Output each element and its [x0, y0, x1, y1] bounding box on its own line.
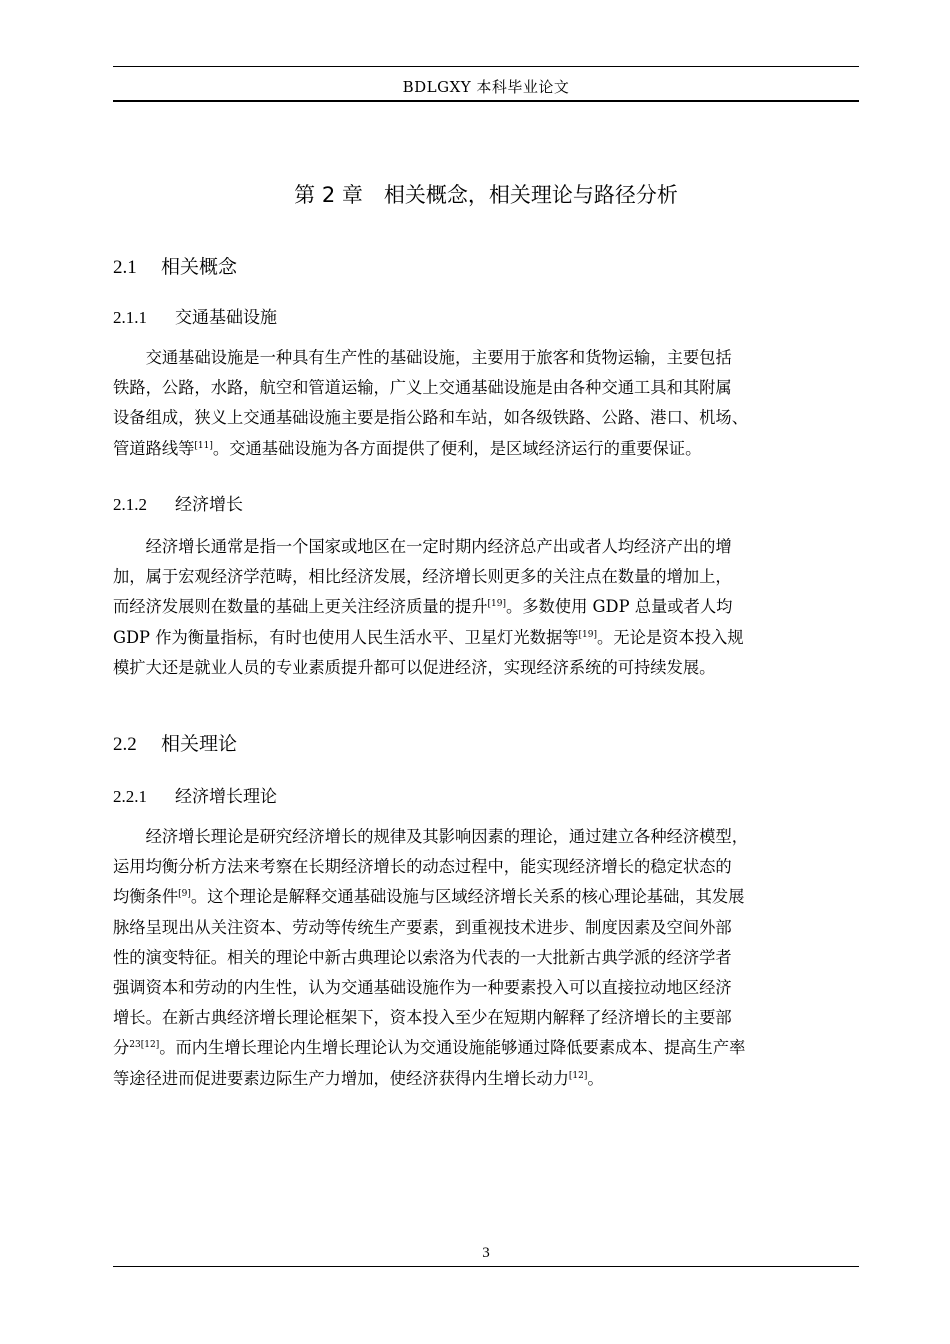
citation: [19]: [578, 629, 597, 640]
text-run: 。这个理论是解释交通基础设施与区域经济增长关系的核心理论基础，其发展: [190, 887, 745, 907]
text-line: [113, 1064, 861, 1094]
text-line: 增长。在新古典经济增长理论框架下，资本投入至少在短期内解释了经济增长的主要部: [113, 1008, 732, 1028]
text-run: GDP 作为衡量指标，有时也使用人民生活水平、卫星灯光数据等: [113, 627, 579, 647]
subsection-heading-2-2-1: [113, 785, 277, 809]
text-line: 性的演变特征。相关的理论中新古典理论以索洛为代表的一大批新古典学派的经济学者: [113, 947, 732, 967]
citation: [19]: [487, 599, 506, 610]
text-run: 。而内生增长理论内生增长理论认为交通设施能够通过降低要素成本、提高生产率: [159, 1038, 746, 1058]
text-line: 经济增长理论是研究经济增长的规律及其影响因素的理论，通过建立各种经济模型，: [145, 827, 749, 846]
header-bottom-rule: [113, 100, 859, 102]
text-line: [113, 592, 861, 622]
text-run: 管道路线等: [113, 438, 195, 458]
running-header: BDLGXY 本科毕业论文: [402, 78, 570, 96]
text-line: 脉络呈现出从关注资本、劳动等传统生产要素，到重视技术进步、制度因素及空间外部: [113, 917, 732, 937]
text-line: 加，属于宏观经济学范畴，相比经济发展，经济增长则更多的关注点在数量的增加上，: [113, 567, 732, 587]
text-run: 。多数使用 GDP 总量或者人均: [505, 597, 733, 617]
text-line: 交通基础设施是一种具有生产性的基础设施，主要用于旅客和货物运输，主要包括: [145, 348, 732, 367]
text-line: 设备组成，狭义上交通基础设施主要是指公路和车站，如各级铁路、公路、港口、机场、: [113, 408, 748, 428]
text-line: [113, 623, 861, 653]
text-run: 。交通基础设施为各方面提供了便利，是区域经济运行的重要保证。: [212, 438, 702, 458]
footer-rule: [113, 1266, 859, 1267]
citation: [12]: [568, 1070, 588, 1081]
section-heading-2-1: [113, 254, 237, 281]
text-line: [113, 882, 861, 912]
paragraph-transport-infrastructure: [113, 343, 861, 464]
section-number: 2.1: [113, 257, 137, 278]
subsection-title: 经济增长: [175, 495, 243, 515]
subsection-heading-2-1-2: [113, 493, 243, 517]
text-line: 运用均衡分析方法来考察在长期经济增长的动态过程中，能实现经济增长的稳定状态的: [113, 857, 732, 877]
text-line: [113, 434, 861, 464]
text-run: 均衡条件: [113, 887, 179, 907]
subsection-number: 2.1.2: [113, 495, 147, 514]
header-top-rule: [113, 66, 859, 67]
citation: [9]: [178, 889, 191, 900]
section-title: 相关概念: [161, 256, 238, 278]
text-run: 等途径进而促进要素边际生产力增加，使经济获得内生增长动力: [113, 1068, 569, 1088]
subsection-title: 经济增长理论: [175, 787, 277, 807]
subsection-number: 2.2.1: [113, 787, 147, 806]
text-line: [113, 1033, 861, 1063]
subsection-heading-2-1-1: [113, 306, 277, 330]
text-line: 强调资本和劳动的内生性，认为交通基础设施作为一种要素投入可以直接拉动地区经济: [113, 978, 732, 998]
citation: [11]: [194, 440, 213, 451]
chapter-title: 第 2 章 相关概念，相关理论与路径分析: [294, 183, 678, 207]
subsection-number: 2.1.1: [113, 308, 147, 327]
section-heading-2-2: [113, 731, 237, 758]
text-run: 分: [113, 1038, 130, 1058]
paragraph-growth-theory: [113, 822, 861, 1094]
text-run: 而经济发展则在数量的基础上更关注经济质量的提升: [113, 597, 488, 617]
section-title: 相关理论: [161, 733, 238, 755]
section-number: 2.2: [113, 734, 137, 755]
text-run: 。无论是资本投入规: [597, 627, 744, 647]
text-run: 。: [587, 1068, 604, 1088]
page-number: 3: [482, 1245, 490, 1261]
text-line: 经济增长通常是指一个国家或地区在一定时期内经济总产出或者人均经济产出的增: [145, 537, 732, 556]
text-line: 模扩大还是就业人员的专业素质提升都可以促进经济，实现经济系统的可持续发展。: [113, 657, 716, 677]
subsection-title: 交通基础设施: [175, 308, 277, 328]
paragraph-economic-growth: [113, 532, 861, 683]
citation: 23[12]: [129, 1040, 160, 1051]
text-line: 铁路，公路，水路，航空和管道运输，广义上交通基础设施是由各种交通工具和其附属: [113, 378, 732, 398]
